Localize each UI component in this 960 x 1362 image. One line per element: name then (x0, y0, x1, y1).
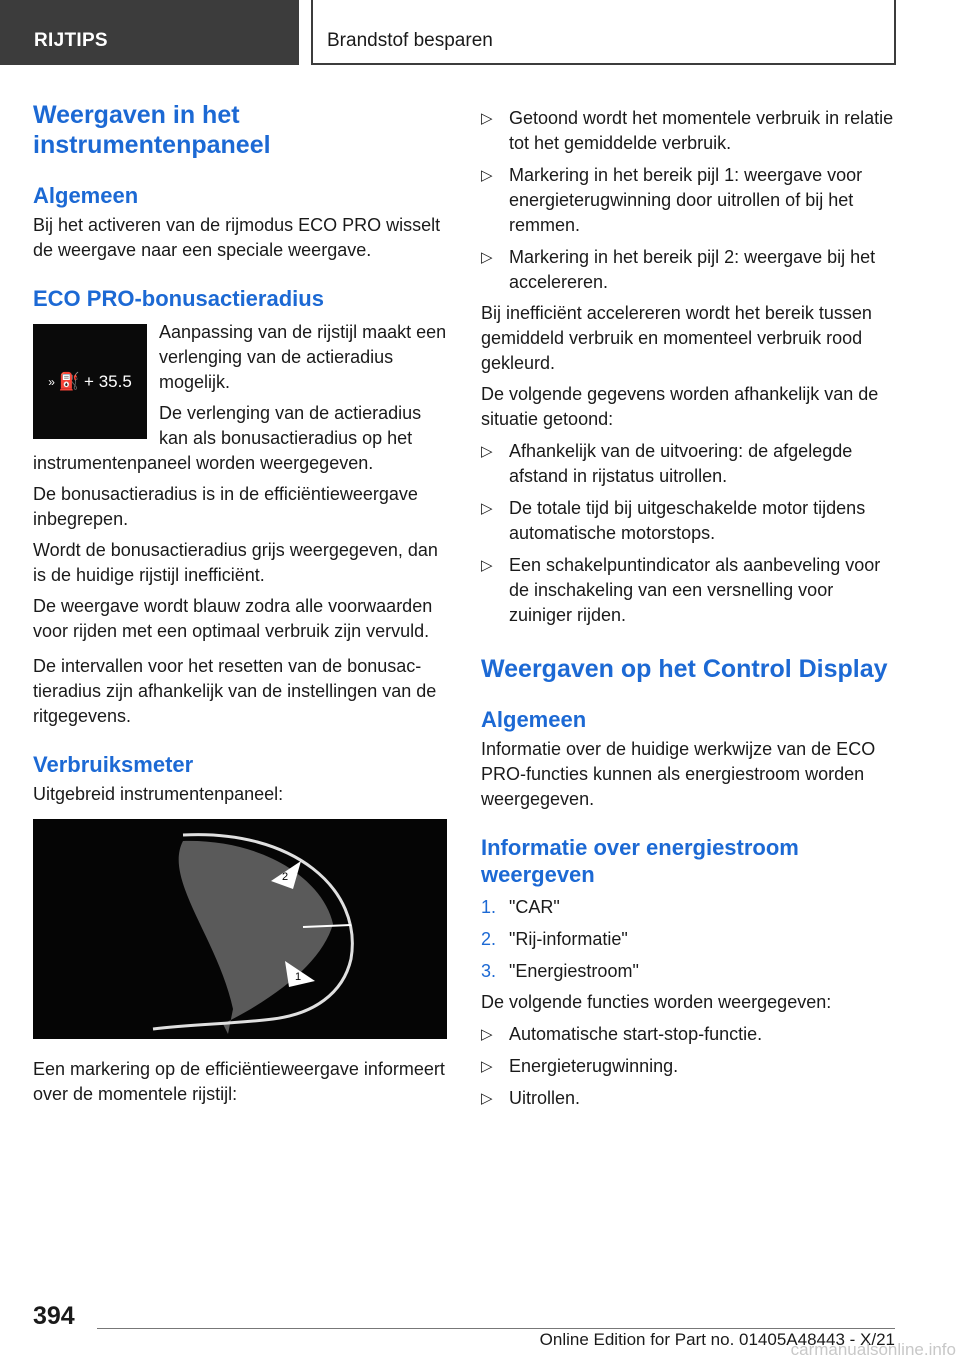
paragraph-eco-6: De intervallen voor het resetten van de bonusactieradius zijn afhankelijk van de instellingen van de ritgegevens. (33, 656, 437, 726)
heading-general: Algemeen (33, 183, 139, 208)
paragraph-eco-4: Wordt de bonusactieradius grijs weergegeven, dan is de huidige rijstijl inefficiënt. (33, 540, 438, 585)
paragraph-eco-2: De verlenging van de actieradius kan als bonusactieradius op het instrumentenpaneel worden weergegeven. (33, 403, 422, 473)
eco-bonus-image (33, 324, 147, 439)
paragraph-functions-shown: De volgende functies worden weergegeven: (481, 992, 832, 1012)
list-item: ▷ Energieterugwinning. (481, 1054, 897, 1079)
paragraph-following-data: De volgende gegevens worden afhankelijk van de situatie getoond: (481, 384, 879, 429)
list-item: ▷ Getoond wordt het momentele verbruik in relatie tot het gemiddelde verbruik. (481, 108, 894, 153)
efficiency-gauge-image (33, 819, 447, 1039)
left-column (33, 100, 447, 1107)
triangle-bullet-icon: ▷ (481, 1026, 493, 1043)
arrow-1-label: 1 (295, 971, 302, 983)
paragraph-inefficient: Bij inefficiënt accelereren wordt het bereik tussen gemiddeld verbruik en momenteel verbruik rood gekleurd. (481, 303, 872, 373)
paragraph-eco-3: De bonusactieradius is in de efficiëntieweergave inbegrepen. (33, 484, 418, 529)
heading-instrument-displays: Weergaven in het instrumentenpaneel (33, 101, 271, 159)
heading-show-energy-flow: Informatie over energiestroom weergeven (481, 835, 799, 887)
list-item: ▷ Een schakelpuntindicator als aanbeveling voor de inschakeling van een versnelling voor zuiniger rijden. (481, 555, 881, 625)
functions-bullet-list (481, 1022, 897, 1111)
paragraph-general-2: Informatie over de huidige werkwijze van de ECO PRO-functies kunnen als energiestroom worden weergegeven. (481, 739, 876, 809)
paragraph-marker-info: Een markering op de efficiëntieweergave informeert over de momentele rijstijl: (33, 1059, 445, 1104)
triangle-bullet-icon: ▷ (481, 500, 493, 517)
list-item: 3. "Energiestroom" (481, 961, 639, 981)
list-item: ▷ Markering in het bereik pijl 2: weergave bij het accelereren. (481, 247, 876, 292)
list-item: ▷ Markering in het bereik pijl 1: weergave voor energieterugwinning door uitrollen of bij het remmen. (481, 165, 863, 235)
data-bullet-list (481, 439, 897, 628)
triangle-bullet-icon: ▷ (481, 443, 493, 460)
heading-control-display: Weergaven op het Control Display (481, 655, 888, 683)
triangle-bullet-icon: ▷ (481, 110, 493, 127)
chevron-double-right-icon: » (48, 374, 55, 389)
paragraph-eco-5: De weergave wordt blauw zodra alle voorwaarden voor rijden met een optimaal verbruik zijn vervuld. (33, 596, 433, 641)
triangle-bullet-icon: ▷ (481, 249, 493, 266)
footer-divider (97, 1328, 895, 1329)
eco-block (33, 320, 447, 476)
heading-eco-pro-bonus: ECO PRO-bonusactieradius (33, 286, 324, 311)
steps-list (481, 895, 897, 984)
triangle-bullet-icon: ▷ (481, 167, 493, 184)
edition-info: Online Edition for Part no. 01405A48443 - X/21 (539, 1330, 895, 1349)
list-item: ▷ Automatische start-stop-functie. (481, 1022, 897, 1047)
paragraph-eco-1: Aanpassing van de rijstijl maakt een verlenging van de actieradius mogelijk. (159, 322, 447, 392)
triangle-bullet-icon: ▷ (481, 557, 493, 574)
list-item: ▷ Afhankelijk van de uitvoering: de afgelegde afstand in rijstatus uitrollen. (481, 441, 853, 486)
page-number: 394 (33, 1302, 75, 1330)
list-item: 1. "CAR" (481, 897, 560, 917)
heading-general-2: Algemeen (481, 707, 587, 732)
triangle-bullet-icon: ▷ (481, 1090, 493, 1107)
right-column (481, 100, 897, 1111)
watermark: carmanualsonline.info (790, 1340, 956, 1359)
paragraph-general: Bij het activeren van de rijmodus ECO PRO wisselt de weergave naar een speciale weergave. (33, 215, 441, 260)
paragraph-consumption: Uitgebreid instrumentenpaneel: (33, 784, 284, 804)
triangle-bullet-icon: ▷ (481, 1058, 493, 1075)
list-item: ▷ Uitrollen. (481, 1086, 897, 1111)
marker-bullet-list (481, 106, 897, 295)
list-item: ▷ De totale tijd bij uitgeschakelde motor tijdens automatische motorstops. (481, 498, 866, 543)
heading-consumption-meter: Verbruiksmeter (33, 752, 194, 777)
fuel-pump-icon: ⛽ (58, 371, 81, 391)
chapter-title: Brandstof besparen (311, 0, 896, 65)
eco-bonus-value: + 35.5 (84, 371, 132, 391)
list-item: 2. "Rij-informatie" (481, 929, 628, 949)
arrow-2-label: 2 (282, 871, 289, 883)
section-tab: RIJTIPS (0, 0, 299, 65)
efficiency-gauge-svg (33, 819, 447, 1039)
gauge-area (179, 841, 333, 1034)
